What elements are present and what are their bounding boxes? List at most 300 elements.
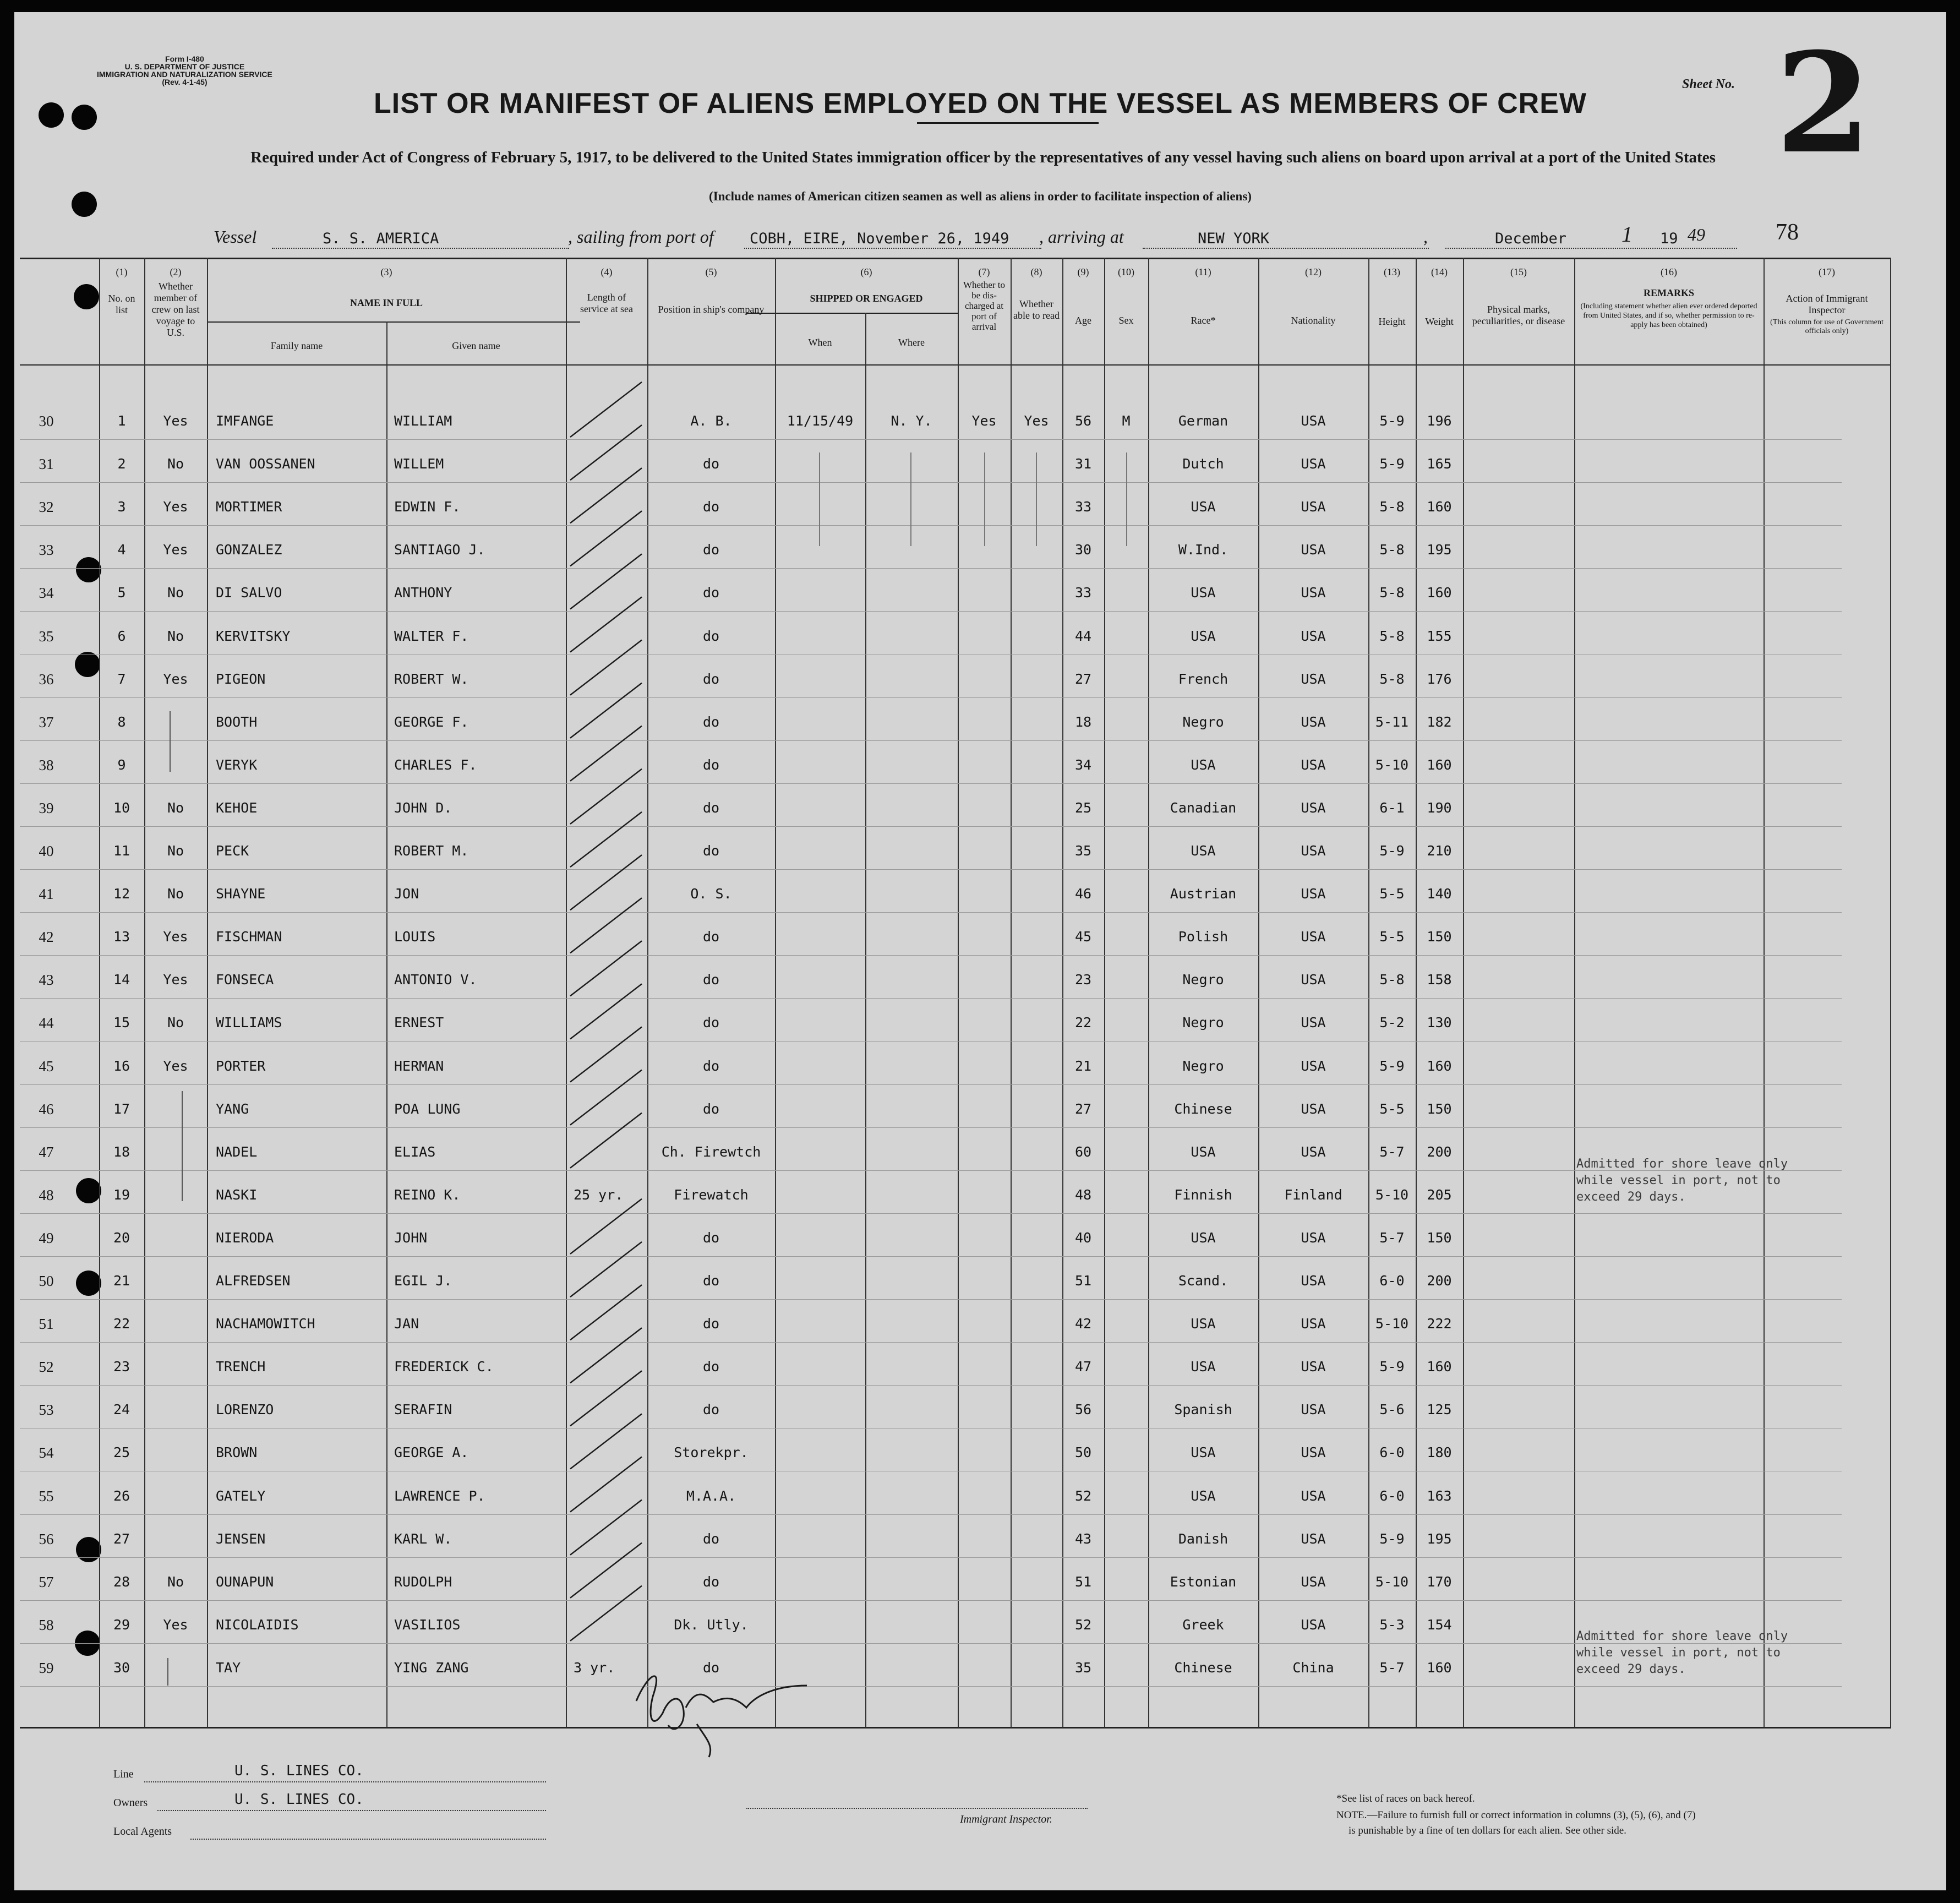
row-position: do	[702, 756, 720, 773]
vessel-label: Vessel	[214, 227, 257, 247]
row-line-number: 35	[39, 628, 54, 645]
row-height: 5-10	[1375, 1316, 1409, 1332]
row-weight: 150	[1427, 929, 1452, 945]
row-position: do	[702, 499, 720, 515]
row-position: do	[702, 1402, 720, 1418]
row-family-name: DI SALVO	[216, 585, 282, 601]
row-weight: 200	[1427, 1143, 1452, 1160]
row-family-name: FONSECA	[216, 972, 274, 988]
row-nationality: USA	[1301, 1100, 1326, 1117]
row-given-name: VASILIOS	[394, 1616, 461, 1633]
row-family-name: IMFANGE	[216, 413, 274, 429]
row-previous-voyage: Yes	[163, 670, 188, 687]
row-height: 5-10	[1375, 1573, 1409, 1590]
row-age: 51	[1074, 1273, 1092, 1289]
row-line-number: 45	[39, 1057, 54, 1075]
row-line-number: 30	[39, 413, 54, 429]
row-given-name: CHARLES F.	[394, 756, 477, 773]
col8-header: Whether able to read	[1013, 298, 1060, 321]
row-position: do	[702, 799, 720, 816]
row-nationality: Finland	[1284, 1186, 1342, 1203]
row-position: M.A.A.	[686, 1487, 736, 1504]
row-race: Negro	[1182, 1057, 1224, 1074]
row-given-name: GEORGE F.	[394, 713, 469, 730]
row-given-name: POA LUNG	[394, 1100, 461, 1117]
row-position: A. B.	[690, 413, 732, 429]
col8-number: (8)	[1030, 266, 1042, 277]
row-weight: 205	[1427, 1186, 1452, 1203]
row-race: USA	[1191, 843, 1216, 859]
row-height: 5-7	[1379, 1659, 1405, 1676]
col14-number: (14)	[1431, 266, 1448, 277]
row-line-number: 49	[39, 1229, 54, 1246]
owners-label: Owners	[113, 1797, 148, 1809]
row-race: Negro	[1182, 972, 1224, 988]
row-list-number: 19	[113, 1186, 130, 1203]
row-nationality: USA	[1301, 1530, 1326, 1547]
row-previous-voyage: Yes	[163, 1057, 188, 1074]
comma-separator: ,	[1423, 227, 1428, 247]
row-age: 56	[1074, 1402, 1092, 1418]
row-family-name: WILLIAMS	[216, 1015, 282, 1031]
row-height: 5-8	[1379, 499, 1405, 515]
row-given-name: LAWRENCE P.	[394, 1487, 485, 1504]
row-given-name: JAN	[394, 1316, 419, 1332]
row-position: do	[702, 1573, 720, 1590]
row-family-name: GATELY	[216, 1487, 266, 1504]
row-family-name: NIERODA	[216, 1229, 274, 1246]
row-nationality: USA	[1301, 713, 1326, 730]
row-given-name: SERAFIN	[394, 1402, 452, 1418]
row-race: Danish	[1178, 1530, 1229, 1547]
col15-header: Physical marks, peculiarities, or disease	[1472, 304, 1565, 326]
row-given-name: REINO K.	[394, 1186, 461, 1203]
row-age: 18	[1074, 713, 1092, 730]
row-line-number: 42	[39, 929, 54, 946]
row-height: 5-11	[1375, 713, 1409, 730]
row-list-number: 8	[117, 713, 126, 730]
row-race: W.Ind.	[1178, 542, 1229, 558]
row-age: 33	[1074, 585, 1092, 601]
row-weight: 165	[1427, 456, 1452, 472]
row-weight: 130	[1427, 1015, 1452, 1031]
row-race: Spanish	[1174, 1402, 1232, 1418]
row-given-name: WILLEM	[394, 456, 444, 472]
row-nationality: USA	[1301, 1316, 1326, 1332]
row-height: 6-0	[1379, 1444, 1405, 1461]
row-nationality: USA	[1301, 413, 1326, 429]
row-line-number: 55	[39, 1487, 54, 1504]
department-name: U. S. DEPARTMENT OF JUSTICE	[124, 62, 245, 71]
row-list-number: 27	[113, 1530, 130, 1547]
row-list-number: 30	[113, 1659, 130, 1676]
row-height: 5-8	[1379, 670, 1405, 687]
row-given-name: EGIL J.	[394, 1273, 452, 1289]
row-list-number: 26	[113, 1487, 130, 1504]
arrival-month: December	[1495, 230, 1567, 247]
row-height: 6-1	[1379, 799, 1405, 816]
row-line-number: 36	[39, 670, 54, 688]
arriving-label: , arriving at	[1039, 227, 1124, 247]
row-family-name: NADEL	[216, 1143, 258, 1160]
row-list-number: 10	[113, 799, 130, 816]
col1-number: (1)	[116, 266, 128, 277]
row-list-number: 4	[117, 542, 126, 558]
document-subtitle: Required under Act of Congress of February 5, 1917, to be delivered to the United States immigration officer by the representatives of any vessel having such aliens on board upon arrival at a port of the United States	[250, 149, 1716, 166]
row-nationality: USA	[1301, 499, 1326, 515]
row-list-number: 1	[117, 413, 126, 429]
row-given-name: JOHN	[394, 1229, 428, 1246]
row-given-name: EDWIN F.	[394, 499, 461, 515]
row-line-number: 32	[39, 499, 54, 516]
row-position: do	[702, 628, 720, 644]
col7-header: Whether to be dis-charged at port of arrival	[963, 280, 1005, 332]
row-race: Negro	[1182, 713, 1224, 730]
row-weight: 158	[1427, 972, 1452, 988]
row-position: do	[702, 713, 720, 730]
row-weight: 160	[1427, 1359, 1452, 1375]
row-race: USA	[1191, 1444, 1216, 1461]
row-weight: 150	[1427, 1100, 1452, 1117]
row-previous-voyage: No	[167, 799, 184, 816]
row-family-name: SHAYNE	[216, 886, 266, 902]
inspector-label: Immigrant Inspector.	[960, 1813, 1052, 1825]
row-weight: 190	[1427, 799, 1452, 816]
row-height: 5-7	[1379, 1229, 1405, 1246]
col9-number: (9)	[1077, 266, 1089, 277]
row-weight: 155	[1427, 628, 1452, 644]
row-family-name: TRENCH	[216, 1359, 266, 1375]
row-race: Canadian	[1170, 799, 1237, 816]
col2-header: Whether member of crew on last voyage to U.S.	[151, 281, 200, 338]
row-weight: 176	[1427, 670, 1452, 687]
races-note: *See list of races on back hereof.	[1336, 1793, 1475, 1804]
row-previous-voyage: No	[167, 456, 184, 472]
row-age: 56	[1074, 413, 1092, 429]
row-height: 6-0	[1379, 1273, 1405, 1289]
row-height: 5-3	[1379, 1616, 1405, 1633]
row-height: 5-9	[1379, 843, 1405, 859]
col16-note: (Including statement whether alien ever ordered deported from United States, and if so, whether permission to re-apply has been obtained)	[1580, 302, 1757, 329]
row-list-number: 20	[113, 1229, 130, 1246]
col16-number: (16)	[1661, 266, 1677, 277]
col3-header: NAME IN FULL	[350, 297, 423, 308]
col14-header: Weight	[1425, 316, 1454, 327]
arrival-year: 49	[1688, 225, 1705, 244]
row-age: 48	[1074, 1186, 1092, 1203]
row-position: do	[702, 972, 720, 988]
row-nationality: USA	[1301, 756, 1326, 773]
col17-header: Action of Immigrant Inspector	[1786, 293, 1868, 315]
row-family-name: KEHOE	[216, 799, 258, 816]
row-family-name: YANG	[216, 1100, 249, 1117]
row-family-name: KERVITSKY	[216, 628, 291, 644]
row-line-number: 52	[39, 1359, 54, 1376]
row-age: 22	[1074, 1015, 1092, 1031]
row-line-number: 38	[39, 756, 54, 773]
row-nationality: USA	[1301, 1359, 1326, 1375]
col2-number: (2)	[170, 266, 182, 277]
row-race: Estonian	[1170, 1573, 1237, 1590]
row-discharged: Yes	[971, 413, 997, 429]
row-weight: 154	[1427, 1616, 1452, 1633]
owners-value: U. S. LINES CO.	[234, 1791, 364, 1808]
line-label: Line	[113, 1768, 134, 1780]
row-previous-voyage: Yes	[163, 972, 188, 988]
row-race: USA	[1191, 756, 1216, 773]
row-list-number: 23	[113, 1359, 130, 1375]
row-position: do	[702, 1659, 720, 1676]
row-position: Ch. Firewtch	[661, 1143, 761, 1160]
row-nationality: USA	[1301, 972, 1326, 988]
row-height: 5-2	[1379, 1015, 1405, 1031]
row-list-number: 7	[117, 670, 126, 687]
row-line-number: 40	[39, 843, 54, 859]
row-position: do	[702, 456, 720, 472]
row-line-number: 56	[39, 1530, 54, 1547]
row-family-name: BROWN	[216, 1444, 258, 1461]
row-height: 6-0	[1379, 1487, 1405, 1504]
row-nationality: USA	[1301, 542, 1326, 558]
agents-dotline	[190, 1839, 546, 1840]
row-weight: 160	[1427, 756, 1452, 773]
col9-header: Age	[1075, 315, 1091, 326]
row-weight: 125	[1427, 1402, 1452, 1418]
row-weight: 182	[1427, 713, 1452, 730]
row-race: USA	[1191, 1487, 1216, 1504]
form-revision: (Rev. 4-1-45)	[162, 78, 208, 86]
row-family-name: VERYK	[216, 756, 258, 773]
row-line-number: 54	[39, 1444, 54, 1462]
row-height: 5-9	[1379, 1359, 1405, 1375]
col1-header: No. on list	[108, 293, 135, 315]
row-position: do	[702, 1316, 720, 1332]
row-previous-voyage: No	[167, 843, 184, 859]
row-line-number: 51	[39, 1316, 54, 1333]
row-race: USA	[1191, 1143, 1216, 1160]
row-age: 27	[1074, 670, 1092, 687]
row-line-number: 58	[39, 1616, 54, 1633]
row-weight: 200	[1427, 1273, 1452, 1289]
row-nationality: USA	[1301, 1616, 1326, 1633]
row-list-number: 24	[113, 1402, 130, 1418]
col16-header: REMARKS	[1643, 287, 1694, 298]
col7-number: (7)	[978, 266, 990, 277]
row-position: do	[702, 1015, 720, 1031]
row-race: German	[1178, 413, 1229, 429]
col17-number: (17)	[1819, 266, 1835, 277]
row-line-number: 31	[39, 456, 54, 473]
row-race: USA	[1191, 1229, 1216, 1246]
row-position: Firewatch	[674, 1186, 749, 1203]
row-race: USA	[1191, 499, 1216, 515]
row-age: 34	[1074, 756, 1092, 773]
row-list-number: 28	[113, 1573, 130, 1590]
row-age: 51	[1074, 1573, 1092, 1590]
row-weight: 150	[1427, 1229, 1452, 1246]
col13-number: (13)	[1384, 266, 1400, 277]
row-race: USA	[1191, 1316, 1216, 1332]
row-age: 60	[1074, 1143, 1092, 1160]
inspector-dotline	[746, 1808, 1088, 1809]
row-previous-voyage: Yes	[163, 542, 188, 558]
row-position: do	[702, 843, 720, 859]
document-title: LIST OR MANIFEST OF ALIENS EMPLOYED ON THE VESSEL AS MEMBERS OF CREW	[374, 88, 1587, 119]
row-race: USA	[1191, 585, 1216, 601]
row-given-name: RUDOLPH	[394, 1573, 452, 1590]
row-list-number: 21	[113, 1273, 130, 1289]
row-family-name: PIGEON	[216, 670, 266, 687]
row-list-number: 29	[113, 1616, 130, 1633]
row-age: 47	[1074, 1359, 1092, 1375]
row-nationality: USA	[1301, 1143, 1326, 1160]
penalty-note-2: is punishable by a fine of ten dollars for each alien. See other side.	[1348, 1825, 1626, 1836]
row-list-number: 15	[113, 1015, 130, 1031]
row-age: 52	[1074, 1616, 1092, 1633]
row-race: Austrian	[1170, 886, 1237, 902]
row-height: 5-10	[1375, 756, 1409, 773]
col12-header: Nationality	[1291, 315, 1336, 326]
row-line-number: 46	[39, 1100, 54, 1117]
row-given-name: GEORGE A.	[394, 1444, 469, 1461]
col6-number: (6)	[860, 266, 872, 277]
row-previous-voyage: No	[167, 1573, 184, 1590]
row-line-number: 48	[39, 1186, 54, 1203]
row-race: Polish	[1178, 929, 1229, 945]
row-race: Negro	[1182, 1015, 1224, 1031]
row-nationality: USA	[1301, 456, 1326, 472]
arriving-port: NEW YORK	[1198, 230, 1270, 247]
row-position: do	[702, 1229, 720, 1246]
row-height: 5-8	[1379, 972, 1405, 988]
row-list-number: 13	[113, 929, 130, 945]
row-age: 44	[1074, 628, 1092, 644]
row-height: 5-8	[1379, 628, 1405, 644]
row-weight: 195	[1427, 1530, 1452, 1547]
page-mark: 78	[1776, 220, 1799, 245]
row-previous-voyage: No	[167, 585, 184, 601]
row-weight: 160	[1427, 1057, 1452, 1074]
row-list-number: 25	[113, 1444, 130, 1461]
row-weight: 195	[1427, 542, 1452, 558]
form-number: Form I-480	[165, 54, 204, 63]
row-nationality: USA	[1301, 1273, 1326, 1289]
vessel-name: S. S. AMERICA	[323, 230, 439, 247]
row-height: 5-7	[1379, 1143, 1405, 1160]
row-line-number: 37	[39, 713, 54, 730]
col6a-header: When	[808, 337, 832, 348]
col12-number: (12)	[1305, 266, 1322, 277]
row-height: 5-6	[1379, 1402, 1405, 1418]
row-family-name: LORENZO	[216, 1402, 274, 1418]
row-previous-voyage: Yes	[163, 499, 188, 515]
sailing-label: , sailing from port of	[568, 227, 714, 247]
sailing-port: COBH, EIRE, November 26, 1949	[750, 230, 1009, 247]
handwritten-marks	[14, 12, 1946, 1890]
col3b-header: Given name	[452, 340, 500, 351]
row-line-number: 59	[39, 1659, 54, 1676]
row-position: do	[702, 542, 720, 558]
row-list-number: 6	[117, 628, 126, 644]
row-line-number: 33	[39, 542, 54, 559]
row-given-name: ROBERT W.	[394, 670, 469, 687]
row-list-number: 12	[113, 886, 130, 902]
row-previous-voyage: No	[167, 628, 184, 644]
col13-header: Height	[1378, 316, 1406, 327]
row-list-number: 9	[117, 756, 126, 773]
row-race: French	[1178, 670, 1229, 687]
row-height: 5-5	[1379, 1100, 1405, 1117]
col3-number: (3)	[380, 266, 392, 277]
col17-note: (This column for use of Government officials only)	[1770, 318, 1883, 335]
row-line-number: 39	[39, 799, 54, 816]
row-race: USA	[1191, 1359, 1216, 1375]
col3a-header: Family name	[270, 340, 323, 351]
row-age: 30	[1074, 542, 1092, 558]
agents-label: Local Agents	[113, 1825, 172, 1837]
row-position: do	[702, 1530, 720, 1547]
row-given-name: WALTER F.	[394, 628, 469, 644]
row-given-name: HERMAN	[394, 1057, 444, 1074]
row-nationality: China	[1292, 1659, 1334, 1676]
row-weight: 160	[1427, 499, 1452, 515]
arrival-year-prefix: 19	[1660, 230, 1678, 247]
row-given-name: ANTHONY	[394, 585, 452, 601]
row-position: do	[702, 1057, 720, 1074]
row-given-name: ROBERT M.	[394, 843, 469, 859]
row-given-name: LOUIS	[394, 929, 436, 945]
col11-header: Race*	[1191, 315, 1216, 326]
row-service-length: 3 yr.	[574, 1659, 615, 1676]
row-height: 5-9	[1379, 1530, 1405, 1547]
row-nationality: USA	[1301, 1015, 1326, 1031]
row-previous-voyage: Yes	[163, 929, 188, 945]
row-race: Dutch	[1182, 456, 1224, 472]
row-list-number: 11	[113, 843, 130, 859]
row-family-name: OUNAPUN	[216, 1573, 274, 1590]
col4-header: Length of service at sea	[580, 292, 633, 314]
row-nationality: USA	[1301, 585, 1326, 601]
row-nationality: USA	[1301, 1057, 1326, 1074]
row-previous-voyage: Yes	[163, 1616, 188, 1633]
row-family-name: GONZALEZ	[216, 542, 282, 558]
col11-number: (11)	[1195, 266, 1211, 277]
col10-number: (10)	[1118, 266, 1134, 277]
row-weight: 163	[1427, 1487, 1452, 1504]
row-height: 5-8	[1379, 542, 1405, 558]
col4-number: (4)	[600, 266, 613, 277]
row-age: 46	[1074, 886, 1092, 902]
row-nationality: USA	[1301, 1487, 1326, 1504]
row-family-name: PORTER	[216, 1057, 266, 1074]
row-nationality: USA	[1301, 843, 1326, 859]
row-family-name: NICOLAIDIS	[216, 1616, 299, 1633]
row-race: Chinese	[1174, 1659, 1232, 1676]
col6-header: SHIPPED OR ENGAGED	[810, 293, 923, 304]
row-height: 5-8	[1379, 585, 1405, 601]
row-given-name: JOHN D.	[394, 799, 452, 816]
row-list-number: 17	[113, 1100, 130, 1117]
row-previous-voyage: Yes	[163, 413, 188, 429]
sheet-label: Sheet No.	[1682, 77, 1735, 91]
row-previous-voyage: No	[167, 1015, 184, 1031]
row-line-number: 44	[39, 1015, 54, 1032]
row-line-number: 34	[39, 585, 54, 602]
row-nationality: USA	[1301, 1229, 1326, 1246]
row-nationality: USA	[1301, 1402, 1326, 1418]
row-age: 33	[1074, 499, 1092, 515]
row-given-name: FREDERICK C.	[394, 1359, 494, 1375]
